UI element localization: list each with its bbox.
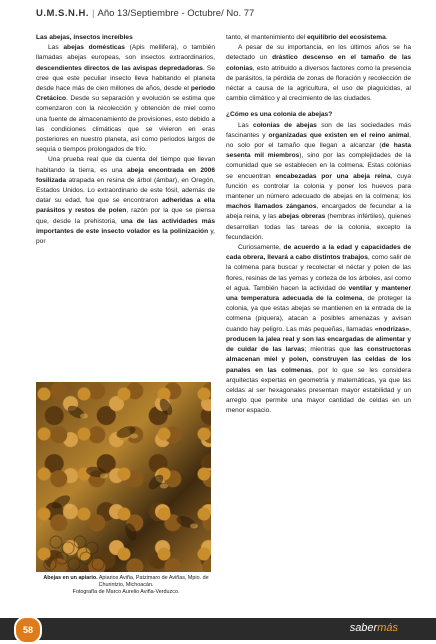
left-paragraph-2: Una prueba real que da cuenta del tiempo que llevan habitando la tierra, es una abeja encontrada en 2006 fosilizada atrapada en resina de árbol (ámbar), en Oregón, Estados Unidos. Lo extraordinario de este fósil, además de datar su edad, fue que se encontraron adheridas a ella parásitos y restos de polen, razón por la que se piensa que, desde la prehistoria, una de las actividades más importantes de este insecto volador es la polinización y, por [36, 156, 216, 246]
section-title: Las abejas, insectos increíbles [36, 34, 133, 41]
issue-info: Año 13/Septiembre - Octubre/ No. 77 [97, 8, 255, 19]
photo-credit: Fotografía de Marco Aurelio Aviña-Verduzco. [72, 589, 180, 596]
brand-logo: sabermás [349, 622, 398, 634]
right-paragraph-2: A pesar de su importancia, en los últimos años se ha detectado un drástico descenso en el tamaño de las colonias, esto atribuido a diversos factores como la presencia de parásitos, la pérdida de zonas de floración y recolección de néctar a causa de la agricultura, el uso de plaguicidas, al cambio climático y al crecimiento de las ciudades. [226, 44, 411, 103]
page-number: 58 [14, 616, 42, 644]
honeycomb-bees-image [36, 382, 211, 572]
right-column [226, 33, 411, 417]
page-header: U.M.S.N.H. | Año 13/Septiembre - Octubre/ No. 77 [36, 8, 255, 19]
left-paragraph-1: Las abejas domésticas (Apis mellifera), o también llamadas abejas europeas, son insectos extraordinarios, descendientes directos de las avispas depredadoras. Se cree que este peculiar insecto lleva habitando el planeta desde hace más de cien millones de años, desde el periodo Cretácico. Desde su separación y evolución se estima que comenzaron con la recolección y obtención de miel como una fuente de almacenamiento de provisiones, esto debido a las condiciones climáticas que se vivieron en eras posteriores en nuestro planeta, así como periodos largos de sequía o tiempos prolongados de frío. [36, 44, 215, 154]
photo-caption: Abejas en un apiario. Apiarios Aviña, Patzimaro de Aviñas, Mpio. de Churintzio, Michoacán. Fotografía de Marco Aurelio Aviña-Verduzco. [43, 575, 209, 596]
right-paragraph-1: tanto, el mantenimiento del equilibrio del ecosistema. [226, 34, 388, 41]
left-column [36, 33, 215, 247]
right-paragraph-3: Las colonias de abejas son de las sociedades más fascinantes y organizadas que existen en el reino animal, no solo por el tamaño que llegan a alcanzar (de hasta sesenta mil miembros), sino por las complejidades de la comunidad que se establecen en la colmena. Estas colonias se encuentran encabezadas por una abeja reina, cuya función es controlar la colonia y poner los huevos para mantener un número adecuado de abejas en la colmena; los machos llamados zánganos, encargados de fecundar a la abeja reina, y las abejas obreras (hembras infértiles), quienes desarrollan todas las tareas de la colonia, excepto la fecundación. [226, 121, 412, 241]
section-subtitle: ¿Cómo es una colonia de abejas? [226, 111, 333, 119]
magazine-name: U.M.S.N.H. [36, 8, 90, 19]
page-footer [0, 610, 436, 640]
bees-apiary-photo [36, 382, 211, 572]
right-paragraph-4: Curiosamente, de acuerdo a la edad y capacidades de cada obrera, llevará a cabo distintos trabajos, como salir de la colmena para buscar y recolectar el néctar y polen de las flores, resinas de las yemas y corteza de los árboles, así como el agua. También hacen la actividad de ventilar y mantener una temperatura adecuada de la colmena, de proteger la colonia, ya que estas abejas se mantienen en la entrada de la colmena (piquera), atacan a posibles amenazas y avisan cuando hay peligro. Las más pequeñas, llamadas «nodrizas», producen la jalea real y son las encargadas de alimentar y de cuidar de las larvas; mientras que las constructoras almacenan miel y polen, construyen las celdas de los panales en las colmenas, por lo que se les considera arquitectas expertas en geometría y matemáticas, ya que las celdas al ser hexagonales presentan mayor estabilidad y un arreglo que permite una mayor cantidad de celdas en un menor espacio. [226, 244, 412, 415]
